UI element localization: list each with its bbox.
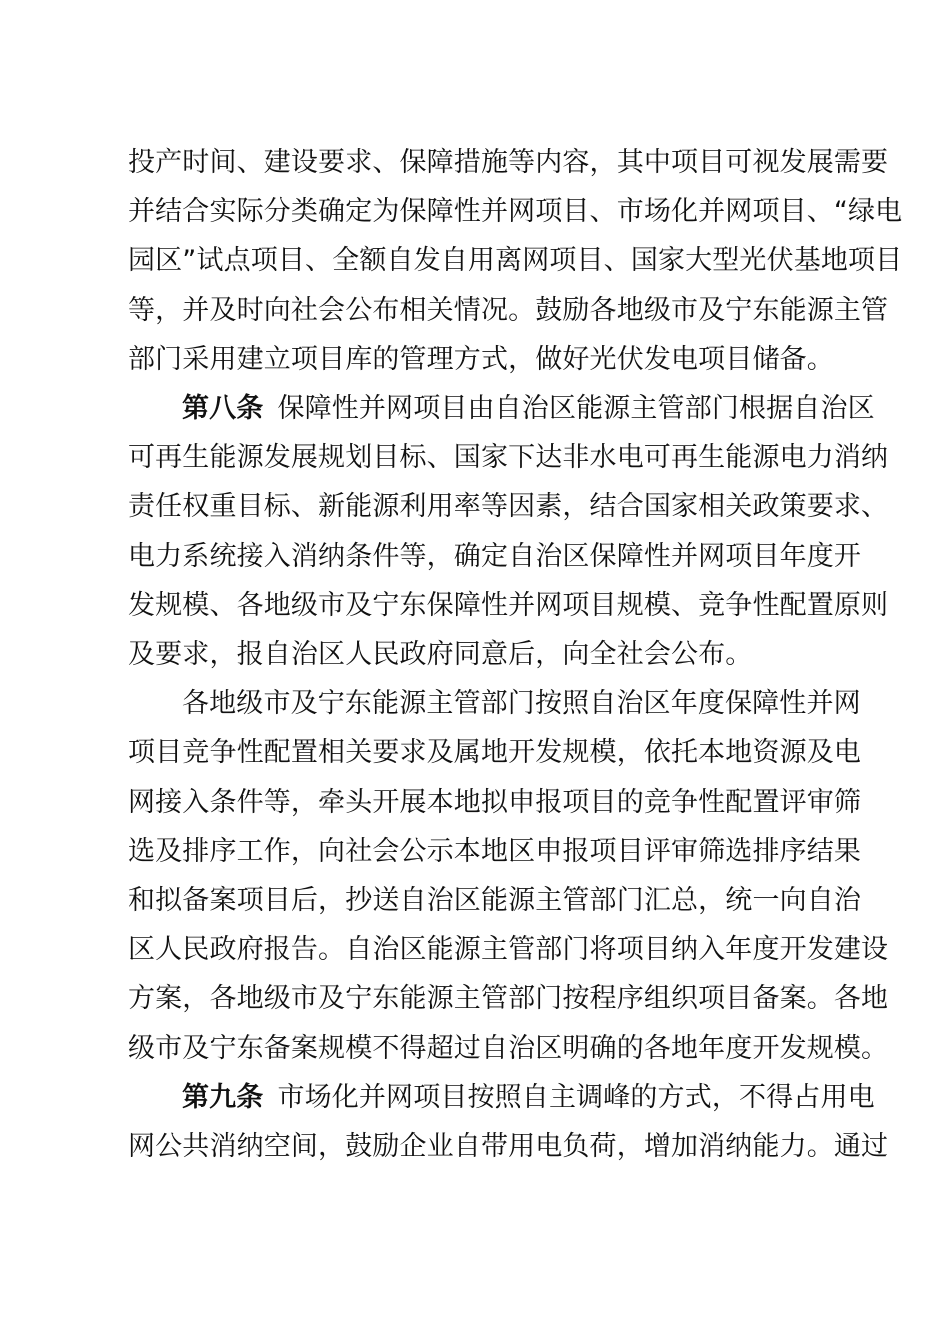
text-line-content: 保障性并网项目由自治区能源主管部门根据自治区 bbox=[277, 393, 875, 425]
document-body bbox=[128, 138, 903, 1171]
text-line: 各地级市及宁东能源主管部门按照自治区年度保障性并网 bbox=[182, 688, 861, 720]
text-line: 区人民政府报告。自治区能源主管部门将项目纳入年度开发建设 bbox=[128, 934, 889, 966]
article-number: 第九条 bbox=[182, 1081, 264, 1113]
text-line: 级市及宁东备案规模不得超过自治区明确的各地年度开发规模。 bbox=[128, 1032, 889, 1064]
text-line: 等，并及时向社会公布相关情况。鼓励各地级市及宁东能源主管 bbox=[128, 294, 889, 326]
text-line: 责任权重目标、新能源利用率等因素，结合国家相关政策要求、 bbox=[128, 491, 889, 523]
text-line: 及要求，报自治区人民政府同意后，向全社会公布。 bbox=[128, 639, 753, 671]
text-line: 投产时间、建设要求、保障措施等内容，其中项目可视发展需要 bbox=[128, 147, 889, 178]
text-line: 项目竞争性配置相关要求及属地开发规模，依托本地资源及电 bbox=[128, 737, 862, 769]
paragraph-article-9 bbox=[128, 1073, 889, 1171]
paragraph-local-competitive-allocation bbox=[128, 679, 889, 1073]
text-line bbox=[128, 1073, 875, 1122]
text-line: 电力系统接入消纳条件等，确定自治区保障性并网项目年度开 bbox=[128, 540, 862, 572]
text-line bbox=[128, 384, 875, 433]
paragraph-project-classification bbox=[128, 138, 903, 384]
text-line: 和拟备案项目后，抄送自治区能源主管部门汇总，统一向自治 bbox=[128, 885, 862, 917]
text-line: 部门采用建立项目库的管理方式，做好光伏发电项目储备。 bbox=[128, 343, 834, 375]
text-line: 并结合实际分类确定为保障性并网项目、市场化并网项目、“绿电 bbox=[128, 196, 903, 228]
text-line: 选及排序工作，向社会公示本地区申报项目评审筛选排序结果 bbox=[128, 835, 862, 867]
text-line: 网接入条件等，牵头开展本地拟申报项目的竞争性配置评审筛 bbox=[128, 786, 862, 818]
text-line-content: 市场化并网项目按照自主调峰的方式，不得占用电 bbox=[277, 1081, 875, 1113]
paragraph-article-8 bbox=[128, 384, 889, 679]
text-line: 园区”试点项目、全额自发自用离网项目、国家大型光伏基地项目 bbox=[128, 245, 903, 277]
text-line: 方案，各地级市及宁东能源主管部门按程序组织项目备案。各地 bbox=[128, 983, 889, 1015]
text-line: 可再生能源发展规划目标、国家下达非水电可再生能源电力消纳 bbox=[128, 442, 889, 474]
article-number: 第八条 bbox=[182, 393, 264, 425]
text-line: 网公共消纳空间，鼓励企业自带用电负荷，增加消纳能力。通过 bbox=[128, 1131, 889, 1163]
text-line: 发规模、各地级市及宁东保障性并网项目规模、竞争性配置原则 bbox=[128, 589, 889, 621]
